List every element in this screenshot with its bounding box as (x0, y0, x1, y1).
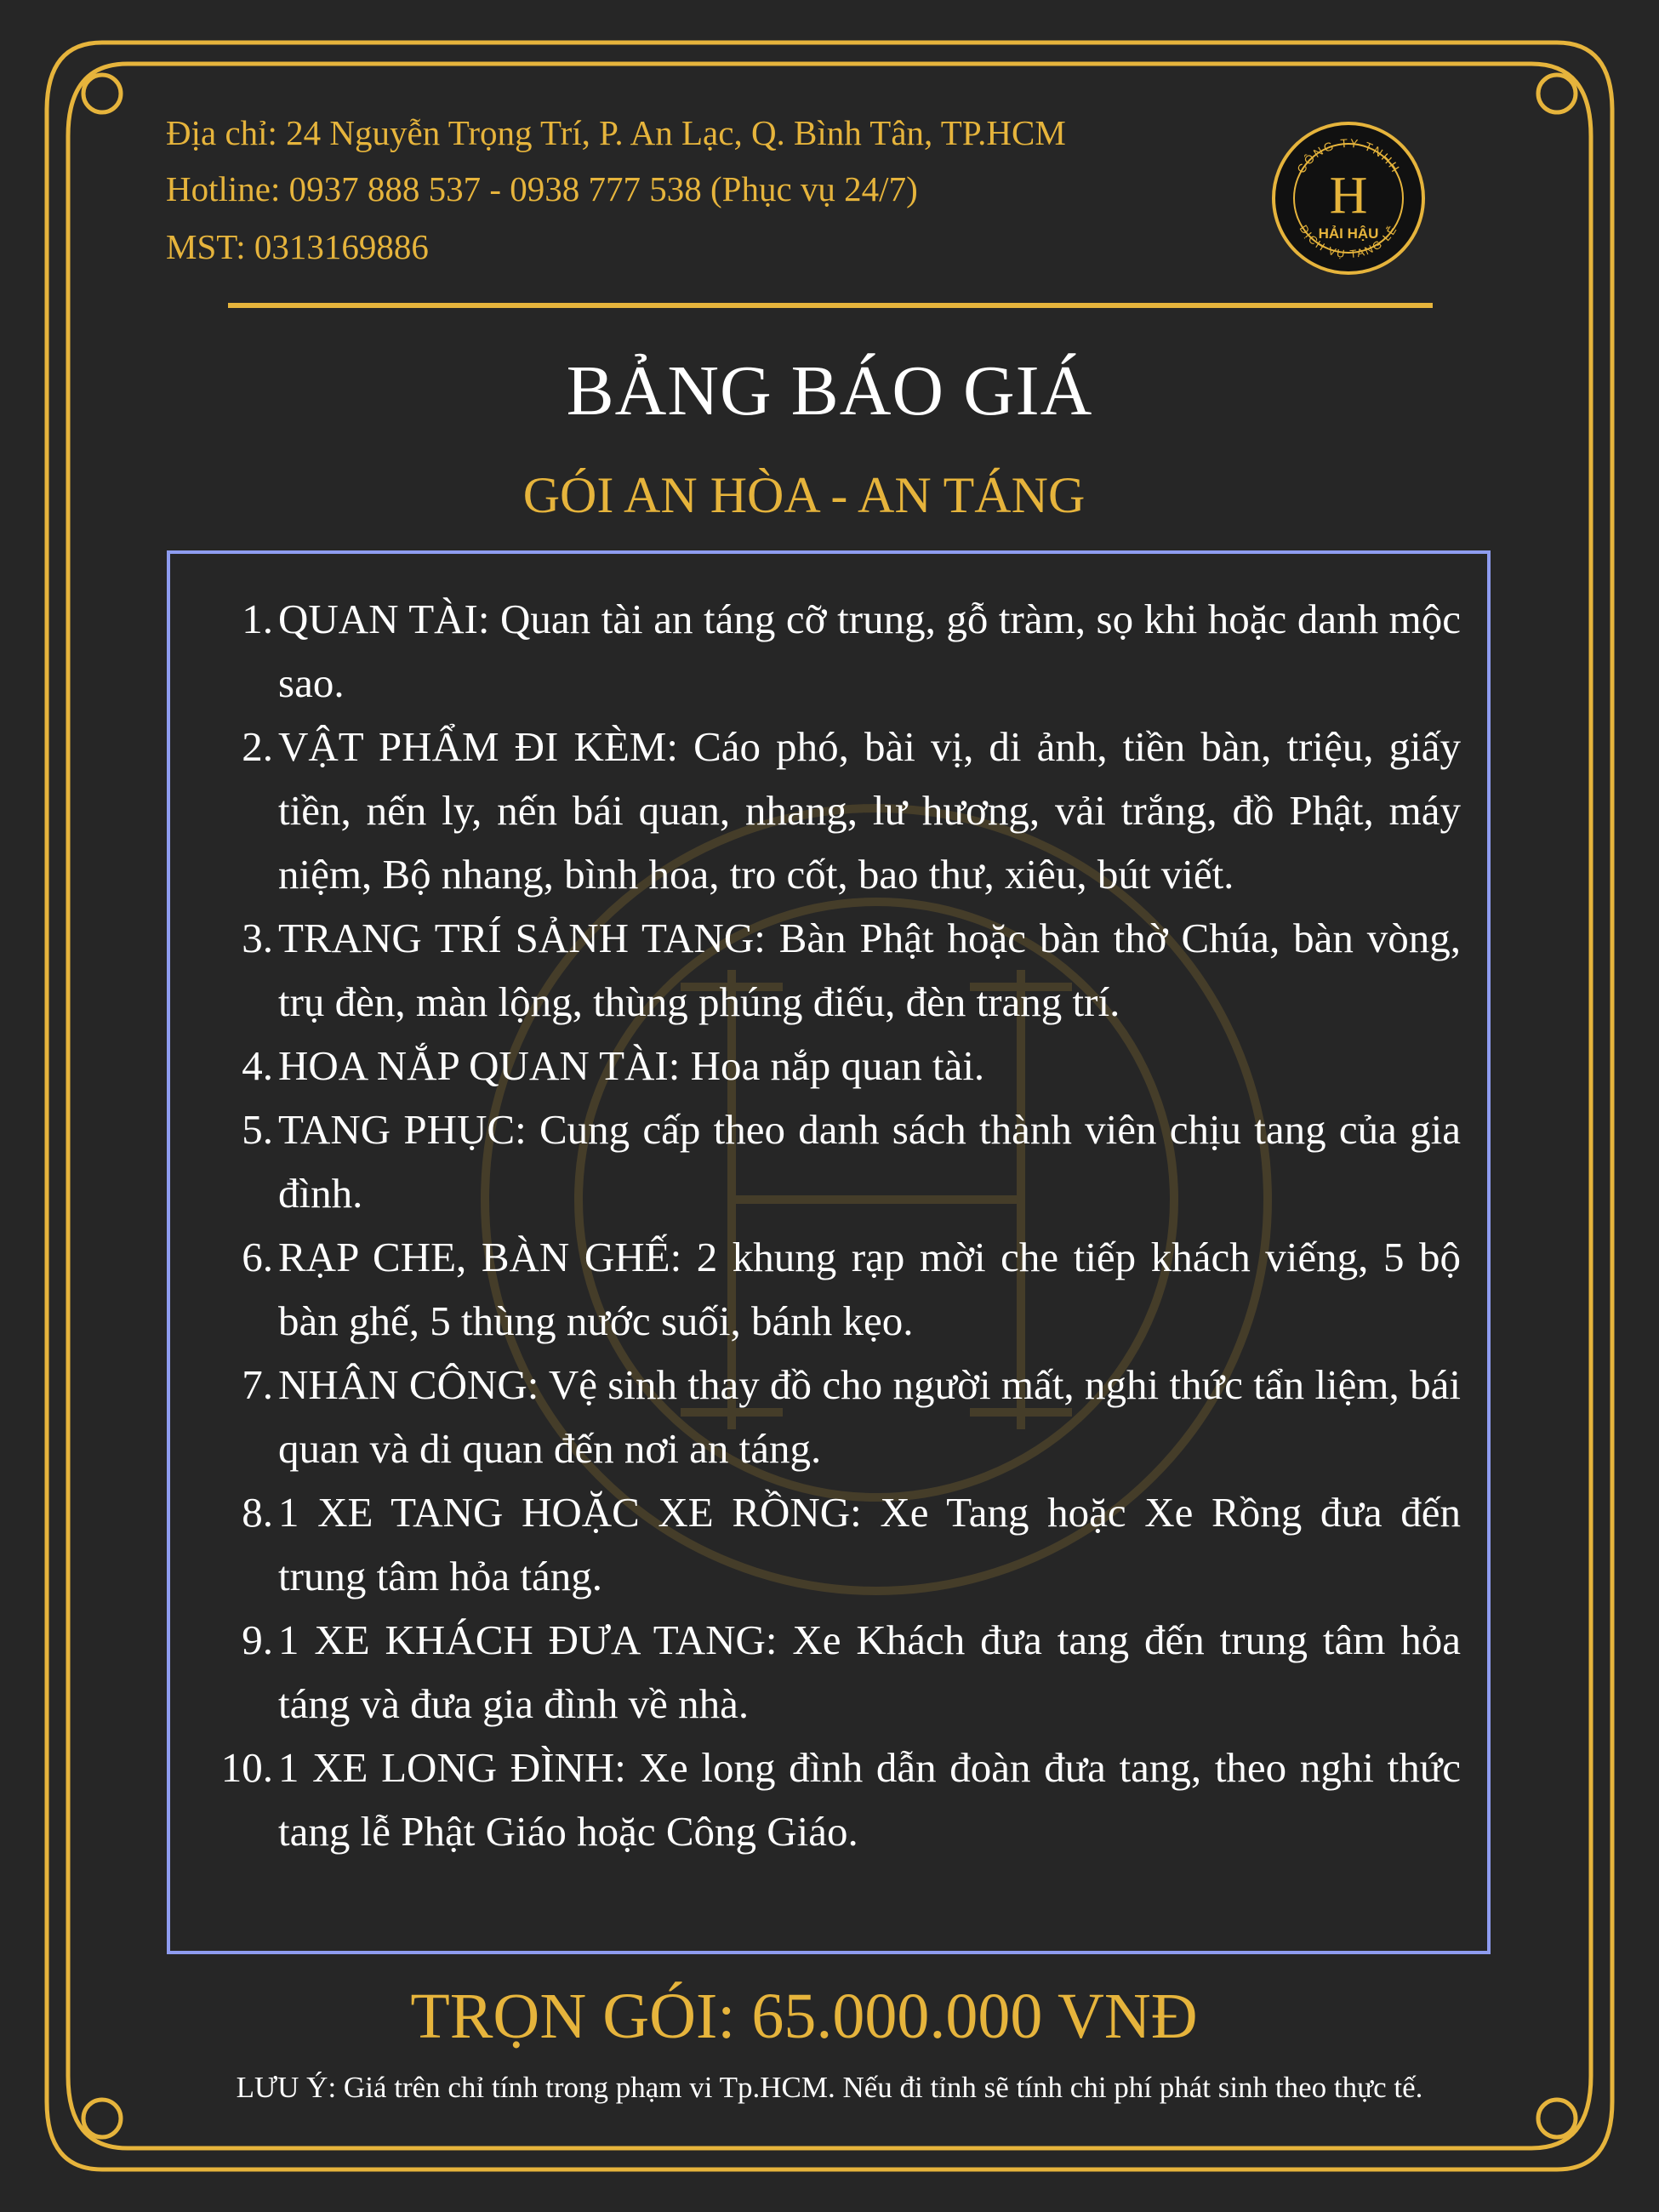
header-divider (228, 303, 1433, 308)
page-title: BẢNG BÁO GIÁ (566, 351, 1093, 430)
item-text: TANG PHỤC: Cung cấp theo danh sách thành viên chịu tang của gia đình. (278, 1106, 1461, 1217)
item-text: 1 XE KHÁCH ĐƯA TANG: Xe Khách đưa tang đến trung tâm hỏa táng và đưa gia đình về nhà. (278, 1616, 1461, 1727)
item-number: 4. (242, 1042, 273, 1089)
logo-letter: H (1329, 167, 1368, 225)
item-number: 6. (242, 1234, 273, 1280)
item-number: 1. (242, 596, 273, 642)
list-item (219, 1480, 1461, 1608)
list-item (219, 1736, 1461, 1863)
address-text: Địa chỉ: 24 Nguyễn Trọng Trí, P. An Lạc, Q. Bình Tân, TP.HCM (166, 113, 1066, 152)
item-number: 5. (242, 1106, 273, 1153)
list-item (219, 587, 1461, 715)
item-number: 3. (242, 915, 273, 961)
list-item (219, 1034, 1461, 1097)
hotline-text: Hotline: 0937 888 537 - 0938 777 538 (Phục vụ 24/7) (166, 169, 918, 208)
footnote: LƯU Ý: Giá trên chỉ tính trong phạm vi Tp.HCM. Nếu đi tỉnh sẽ tính chi phí phát sinh theo thực tế. (236, 2071, 1423, 2104)
list-item (219, 906, 1461, 1034)
item-text: 1 XE TANG HOẶC XE RỒNG: Xe Tang hoặc Xe Rồng đưa đến trung tâm hỏa táng. (278, 1489, 1461, 1599)
item-text: VẬT PHẨM ĐI KÈM: Cáo phó, bài vị, di ảnh, tiền bàn, triệu, giấy tiền, nến ly, nến bái quan, nhang, lư hương, vải trắng, đồ Phật, máy niệm, Bộ nhang, bình hoa, tro cốt, bao thư, xiêu, bút viết. (278, 723, 1461, 898)
item-number: 9. (242, 1616, 273, 1663)
item-text: TRANG TRÍ SẢNH TANG: Bàn Phật hoặc bàn thờ Chúa, bàn vòng, trụ đèn, màn lộng, thùng phúng điếu, đèn trang trí. (278, 915, 1461, 1025)
item-number: 7. (242, 1361, 273, 1408)
package-price: TRỌN GÓI: 65.000.000 VNĐ (410, 1981, 1198, 2052)
logo-name: HẢI HẬU (1318, 225, 1379, 242)
item-text: HOA NẮP QUAN TÀI: Hoa nắp quan tài. (278, 1042, 985, 1089)
service-list (219, 587, 1461, 1863)
list-item (219, 1097, 1461, 1225)
item-text: QUAN TÀI: Quan tài an táng cỡ trung, gỗ tràm, sọ khi hoặc danh mộc sao. (278, 596, 1461, 706)
list-item (219, 1225, 1461, 1353)
item-text: NHÂN CÔNG: Vệ sinh thay đồ cho người mất, nghi thức tẩn liệm, bái quan và di quan đến nơi an táng. (278, 1361, 1461, 1472)
list-item (219, 1353, 1461, 1480)
logo-bottom-text: DỊCH VỤ TANG LỄ (1297, 222, 1400, 261)
item-number: 2. (242, 723, 273, 770)
list-item (219, 715, 1461, 906)
package-subtitle: GÓI AN HÒA - AN TÁNG (522, 467, 1086, 523)
list-item (219, 1608, 1461, 1736)
tax-code-text: MST: 0313169886 (166, 227, 429, 266)
item-number: 8. (242, 1489, 273, 1536)
logo-top-text: CÔNG TY TNHH (1293, 135, 1404, 176)
item-text: RẠP CHE, BÀN GHẾ: 2 khung rạp mời che tiếp khách viếng, 5 bộ bàn ghế, 5 thùng nước suối, bánh kẹo. (278, 1234, 1461, 1344)
item-number: 10. (220, 1744, 273, 1791)
item-text: 1 XE LONG ĐÌNH: Xe long đình dẫn đoàn đưa tang, theo nghi thức tang lễ Phật Giáo hoặc Công Giáo. (278, 1744, 1461, 1855)
company-logo (1268, 117, 1429, 279)
